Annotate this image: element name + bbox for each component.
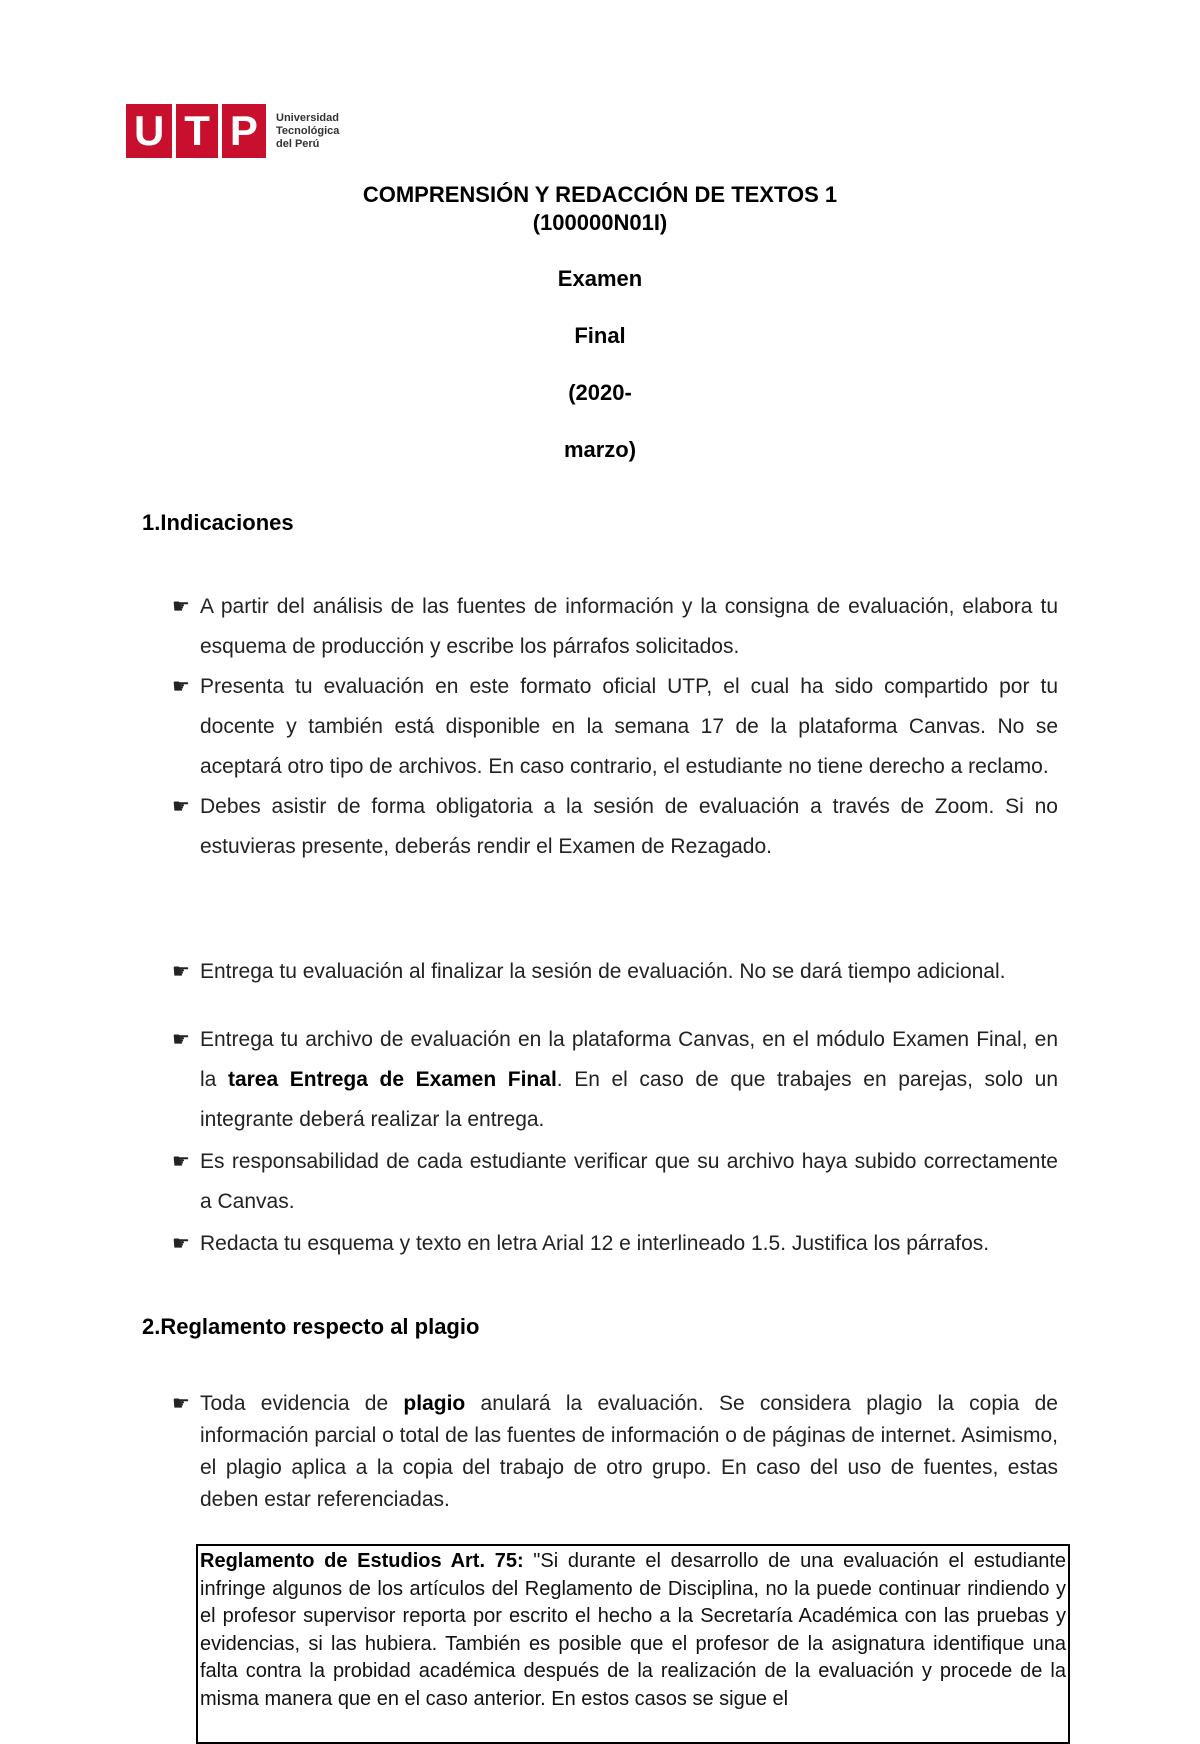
exam-date-line2: marzo) bbox=[563, 437, 637, 462]
list-item: ☛ Debes asistir de forma obligatoria a la sesión de evaluación a través de Zoom. Si no estuvieras presente, deberás rendir el Examen de Rezagado. bbox=[172, 787, 1058, 867]
list-item: ☛ Entrega tu archivo de evaluación en la plataforma Canvas, en el módulo Examen Final, en la tarea Entrega de Examen Final. En el caso de que trabajes en parejas, solo un integrante deberá realizar la entrega. bbox=[172, 1020, 1058, 1140]
list-item: ☛ Entrega tu evaluación al finalizar la sesión de evaluación. No se dará tiempo adicional. bbox=[172, 958, 1134, 986]
utp-logo-mark bbox=[126, 104, 266, 158]
list-item: ☛ Es responsabilidad de cada estudiante verificar que su archivo haya subido correctamente a Canvas. bbox=[172, 1142, 1058, 1222]
list-item: ☛ Redacta tu esquema y texto en letra Arial 12 e interlineado 1.5. Justifica los párrafos. bbox=[172, 1230, 1134, 1258]
pointing-hand-icon: ☛ bbox=[172, 676, 190, 698]
section-indicaciones-title: 1.Indicaciones bbox=[142, 510, 294, 535]
logo-letter-t: T bbox=[184, 107, 210, 154]
regulation-label: Reglamento de Estudios Art. 75: bbox=[200, 1550, 524, 1572]
pointing-hand-icon: ☛ bbox=[172, 961, 190, 983]
plagio-list bbox=[172, 1388, 1058, 1516]
regulation-text: "Si durante el desarrollo de una evaluación el estudiante infringe algunos de los artículos del Reglamento de Disciplina, no la puede continuar rindiendo y el profesor supervisor reporta por escrito el hecho a la Secretaría Académica con las pruebas y evidencias, si las hubiera. También es posible que el profesor de la asignatura identifique una falta contra la probidad académica después de la realización de la evaluación y procede de la misma manera que en el caso anterior. En estos casos se sigue el bbox=[200, 1550, 1066, 1710]
logo-letter-p: P bbox=[229, 107, 258, 154]
indicaciones-list-cont bbox=[172, 958, 1134, 986]
logo-letter-u: U bbox=[133, 107, 165, 154]
pointing-hand-icon: ☛ bbox=[172, 596, 190, 618]
exam-type-line2: Final bbox=[574, 323, 626, 348]
pointing-hand-icon: ☛ bbox=[172, 1233, 190, 1255]
indicaciones-list bbox=[172, 587, 1058, 867]
exam-type-line1: Examen bbox=[557, 266, 643, 291]
course-code: (100000N01I) bbox=[532, 210, 668, 235]
logo-divider bbox=[218, 104, 222, 158]
list-item: ☛ A partir del análisis de las fuentes de información y la consigna de evaluación, elabora tu esquema de producción y escribe los párrafos solicitados. bbox=[172, 587, 1058, 667]
list-item: ☛ Toda evidencia de plagio anulará la evaluación. Se considera plagio la copia de información parcial o total de las fuentes de información o de páginas de internet. Asimismo, el plagio aplica a la copia del trabajo de otro grupo. En caso del uso de fuentes, estas deben estar referenciadas. bbox=[172, 1388, 1058, 1516]
logo-divider bbox=[172, 104, 176, 158]
indicaciones-list-cont3 bbox=[172, 1230, 1134, 1258]
utp-logo bbox=[126, 104, 356, 158]
pointing-hand-icon: ☛ bbox=[172, 1029, 190, 1051]
exam-date-line1: (2020- bbox=[568, 380, 632, 405]
pointing-hand-icon: ☛ bbox=[172, 796, 190, 818]
course-title: COMPRENSIÓN Y REDACCIÓN DE TEXTOS 1 bbox=[362, 182, 838, 207]
section-plagio-title: 2.Reglamento respecto al plagio bbox=[142, 1314, 480, 1339]
pointing-hand-icon: ☛ bbox=[172, 1393, 190, 1415]
logo-university-name: Universidad Tecnológica del Perú bbox=[276, 111, 340, 150]
pointing-hand-icon: ☛ bbox=[172, 1151, 190, 1173]
list-item: ☛ Presenta tu evaluación en este formato oficial UTP, el cual ha sido compartido por tu docente y también está disponible en la semana 17 de la plataforma Canvas. No se aceptará otro tipo de archivos. En caso contrario, el estudiante no tiene derecho a reclamo. bbox=[172, 667, 1058, 787]
indicaciones-list-cont2 bbox=[172, 1020, 1058, 1222]
regulation-quote-box bbox=[196, 1544, 1070, 1744]
